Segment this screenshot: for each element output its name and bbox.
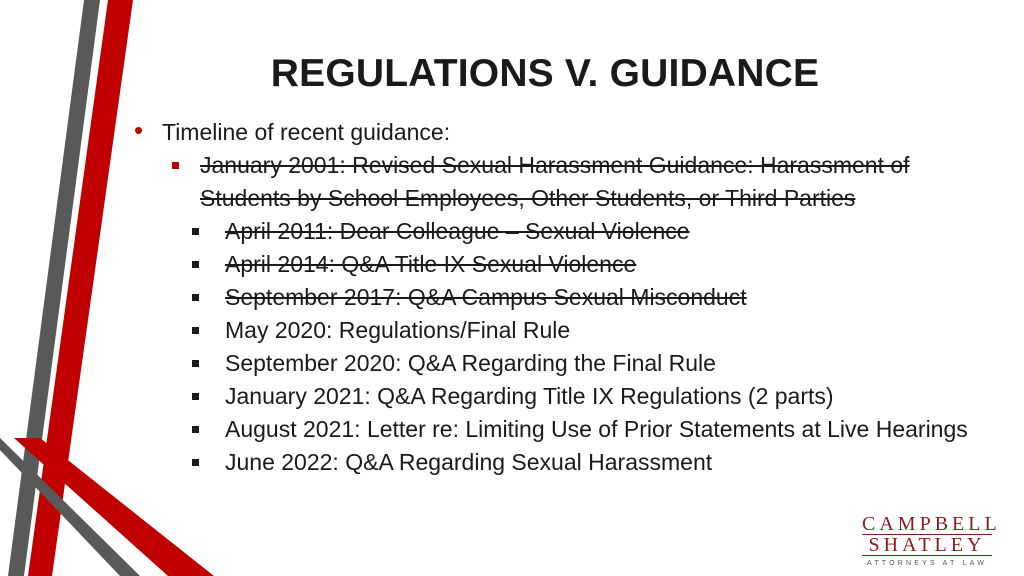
slide-content xyxy=(134,115,990,479)
page-title: REGULATIONS V. GUIDANCE xyxy=(270,52,820,95)
list-item-level3: August 2021: Letter re: Limiting Use of Prior Statements at Live Hearings xyxy=(225,413,990,446)
square-bullet-icon xyxy=(192,393,199,400)
list-item-level3: April 2011: Dear Colleague – Sexual Violence xyxy=(225,215,990,248)
square-bullet-icon xyxy=(192,426,199,433)
list-item-level3: June 2022: Q&A Regarding Sexual Harassment xyxy=(225,446,990,479)
logo-line2: SHATLEY xyxy=(862,534,992,556)
square-bullet-icon xyxy=(192,327,199,334)
square-bullet-icon xyxy=(192,228,199,235)
list-item-level3: January 2021: Q&A Regarding Title IX Regulations (2 parts) xyxy=(225,380,990,413)
list-item-level1: • Timeline of recent guidance: xyxy=(134,115,451,145)
list-item-level3: April 2014: Q&A Title IX Sexual Violence xyxy=(225,248,990,281)
square-bullet-icon xyxy=(172,162,179,169)
list-item-level3: September 2020: Q&A Regarding the Final Rule xyxy=(225,347,990,380)
logo-tagline: ATTORNEYS AT LAW xyxy=(866,560,988,567)
list-item-level3: May 2020: Regulations/Final Rule xyxy=(225,314,990,347)
square-bullet-icon xyxy=(192,360,199,367)
square-bullet-icon xyxy=(192,261,199,268)
list-item-level2: January 2001: Revised Sexual Harassment Guidance: Harassment of Students by School Employees, Other Students, or Third Parties xyxy=(200,149,990,215)
square-bullet-icon xyxy=(192,294,199,301)
campbell-shatley-logo xyxy=(862,513,1001,567)
square-bullet-icon xyxy=(192,459,199,466)
logo-line1: CAMPBELL xyxy=(862,513,1001,535)
list-item-level3: September 2017: Q&A Campus Sexual Misconduct xyxy=(225,281,990,314)
round-bullet-icon: • xyxy=(134,115,144,145)
